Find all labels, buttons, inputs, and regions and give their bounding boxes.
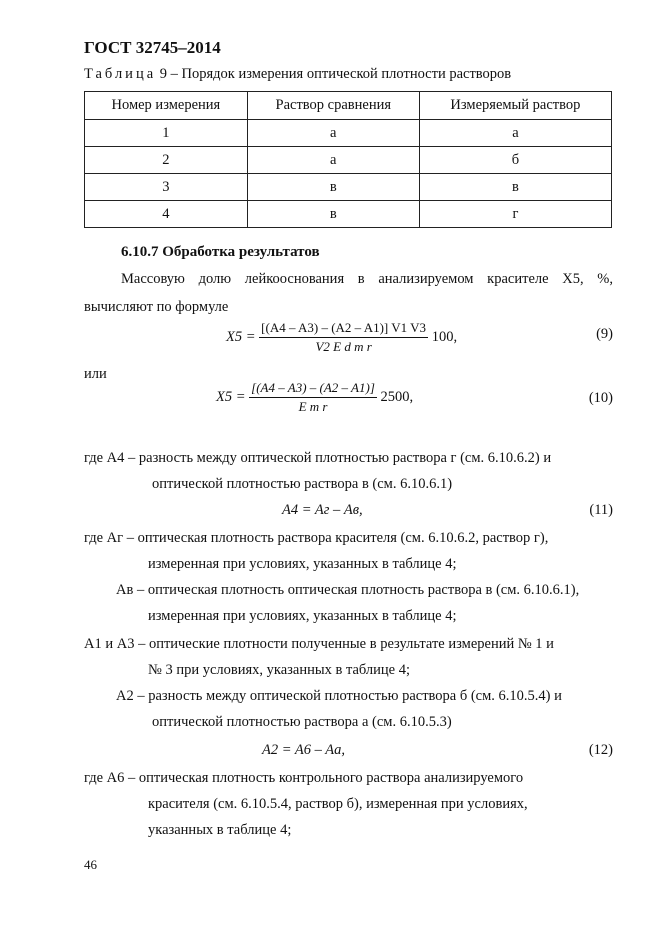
table-cell: 3	[85, 174, 248, 201]
table-row	[85, 147, 612, 174]
definition-line: указанных в таблице 4;	[148, 822, 292, 838]
table-caption-word: Таблица	[84, 66, 157, 82]
table-cell: в	[247, 174, 419, 201]
page-number: 46	[84, 857, 97, 872]
table-cell: 2	[85, 147, 248, 174]
definition-line: Aв – оптическая плотность оптическая плотность раствора в (см. 6.10.6.1),	[116, 582, 580, 598]
paragraph-line: вычисляют по формуле	[84, 299, 229, 315]
table-cell: а	[419, 120, 611, 147]
definition-line: A1 и A3 – оптические плотности полученные в результате измерений № 1 и	[84, 636, 554, 652]
equation-number: (9)	[596, 326, 613, 342]
definition-line: красителя (см. 6.10.5.4, раствор б), измеренная при условиях,	[148, 796, 528, 812]
measurement-table	[84, 91, 612, 228]
formula-11: A4 = Aг – Aв,	[282, 502, 363, 518]
definition-line: оптической плотностью раствора в (см. 6.10.6.1)	[152, 476, 453, 492]
formula-tail: 2500,	[380, 388, 414, 405]
formula-fraction	[259, 320, 428, 355]
definition-line: измеренная при условиях, указанных в таблице 4;	[148, 556, 457, 572]
formula-numerator: [(A4 – A3) – (A2 – A1)]	[249, 380, 377, 398]
formula-denominator: V2 E d m r	[315, 339, 372, 354]
table-cell: в	[247, 201, 419, 228]
header-cell: Измеряемый раствор	[419, 92, 611, 120]
table-cell: 1	[85, 120, 248, 147]
paragraph-line: Массовую долю лейкооснования в анализируемом красителе X5, %,	[121, 271, 613, 287]
section-heading: 6.10.7 Обработка результатов	[121, 244, 320, 260]
definition-line: оптической плотностью раствора а (см. 6.10.5.3)	[152, 714, 452, 730]
formula-tail: 100,	[431, 328, 458, 345]
document-header: ГОСТ 32745–2014	[84, 38, 221, 57]
table-caption-text: 9 – Порядок измерения оптической плотности растворов	[156, 66, 512, 82]
table-cell: в	[419, 174, 611, 201]
table-cell: а	[247, 147, 419, 174]
table-row	[85, 120, 612, 147]
or-word: или	[84, 366, 107, 382]
formula-lhs: X5 =	[216, 388, 246, 405]
definition-line: A2 – разность между оптической плотностью раствора б (см. 6.10.5.4) и	[116, 688, 562, 704]
header-cell: Раствор сравнения	[247, 92, 419, 120]
table-caption	[84, 66, 511, 83]
definition-line: где Aг – оптическая плотность раствора красителя (см. 6.10.6.2, раствор г),	[84, 530, 549, 546]
definition-line: где A4 – разность между оптической плотностью раствора г (см. 6.10.6.2) и	[84, 450, 552, 466]
formula-fraction	[249, 380, 377, 415]
table-row	[85, 174, 612, 201]
table-cell: б	[419, 147, 611, 174]
formula-denominator: E m r	[298, 399, 328, 414]
equation-number: (12)	[588, 742, 613, 758]
table-cell: г	[419, 201, 611, 228]
table-cell: 4	[85, 201, 248, 228]
equation-number: (10)	[588, 390, 613, 406]
definition-line: № 3 при условиях, указанных в таблице 4;	[148, 662, 411, 678]
table-row	[85, 201, 612, 228]
formula-numerator: [(A4 – A3) – (A2 – A1)] V1 V3	[259, 320, 428, 338]
definition-line: измеренная при условиях, указанных в таблице 4;	[148, 608, 457, 624]
definition-line: где A6 – оптическая плотность контрольного раствора анализируемого	[84, 770, 524, 786]
header-cell: Номер измерения	[85, 92, 248, 120]
formula-lhs: X5 =	[226, 328, 256, 345]
formula-10	[216, 380, 413, 415]
formula-12: A2 = A6 – Aа,	[262, 742, 345, 758]
equation-number: (11)	[589, 502, 613, 518]
table-cell: а	[247, 120, 419, 147]
table-header-row	[85, 92, 612, 120]
formula-9	[226, 320, 457, 355]
